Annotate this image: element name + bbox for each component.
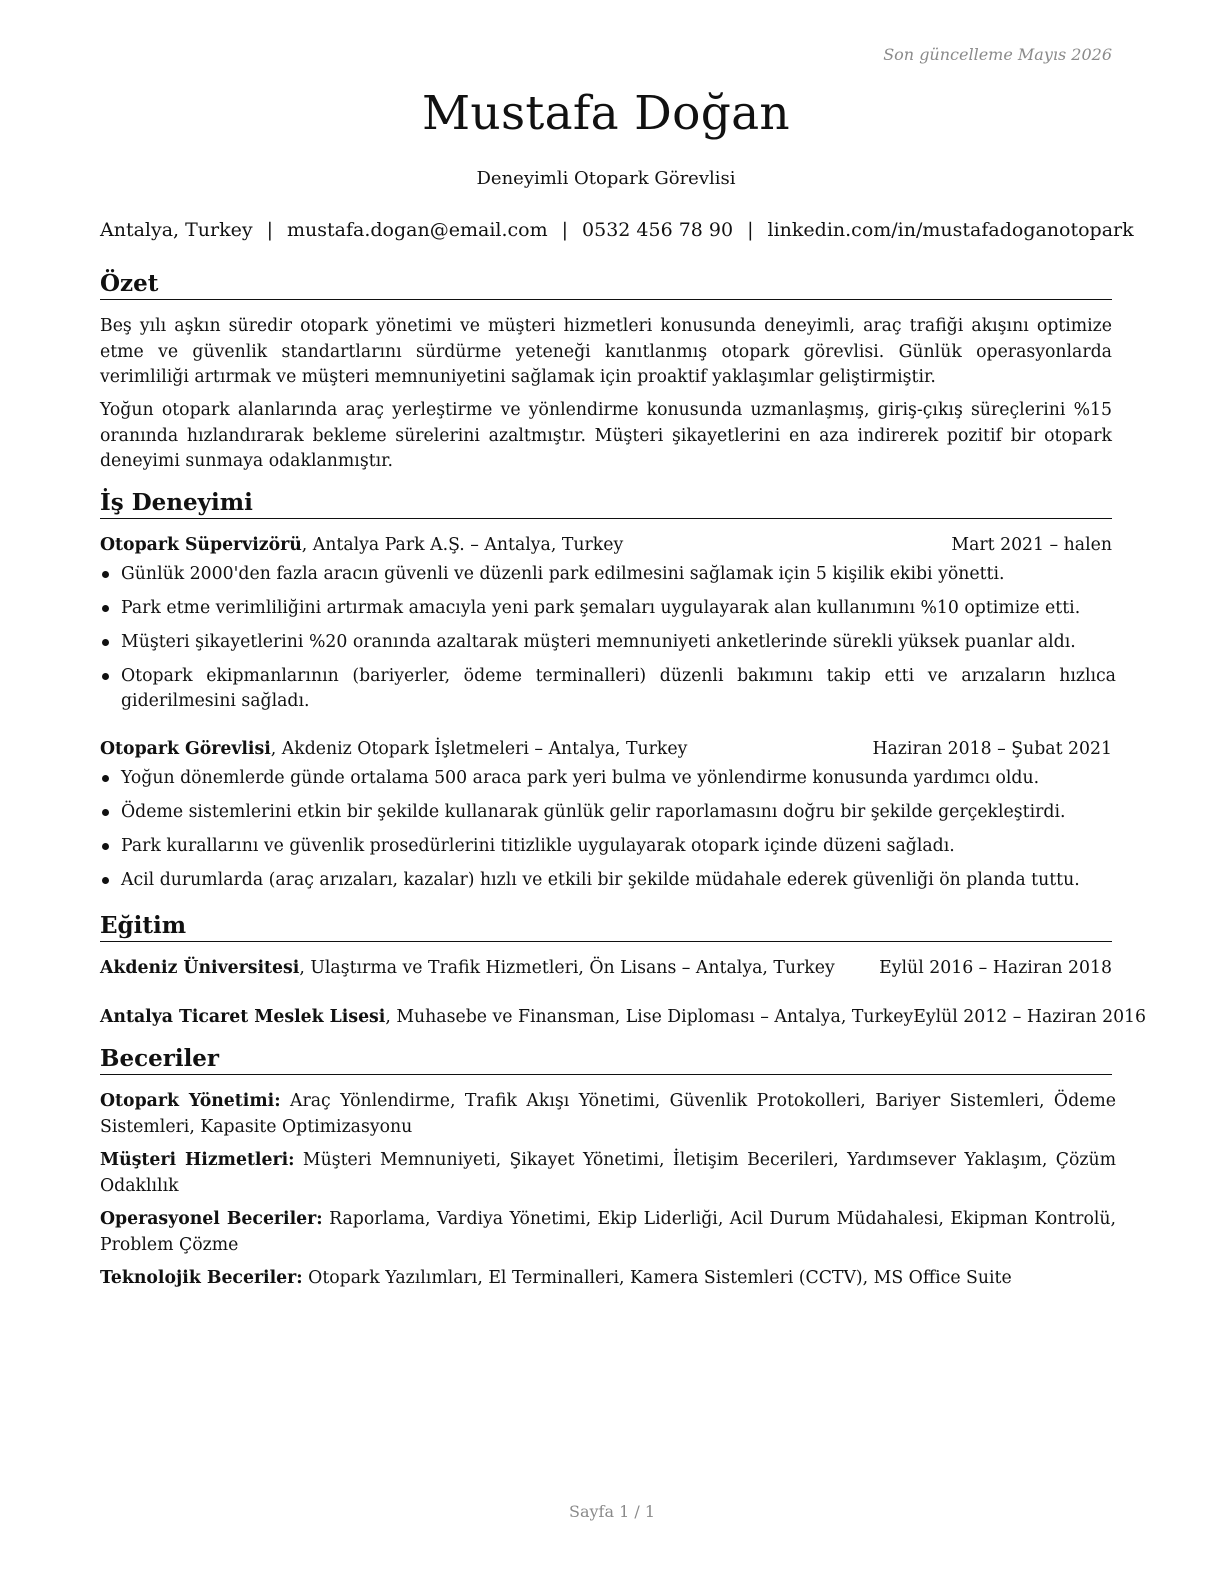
list-item (100, 766, 1116, 792)
job-dates: Mart 2021 – halen (951, 535, 1112, 555)
bullet-text: Park etme verimliliğini artırmak amacıyla yeni park şemaları uygulayarak alan kullanımını %10 optimize etti. (121, 597, 1081, 618)
candidate-name: Mustafa Doğan (421, 86, 791, 141)
candidate-title: Deneyimli Otopark Görevlisi (476, 168, 736, 189)
job-role: Otopark Görevlisi (100, 739, 271, 759)
skill-label: Operasyonel Beceriler: (100, 1209, 323, 1229)
contact-email[interactable]: mustafa.dogan@email.com (287, 219, 548, 241)
bullet-icon (102, 843, 109, 850)
experience-heading: İş Deneyimi (100, 489, 1112, 519)
skill-label: Müşteri Hizmetleri: (100, 1150, 295, 1170)
job-header (100, 533, 1112, 557)
bullet-icon (102, 639, 109, 646)
list-item (100, 834, 1116, 860)
contact-line (100, 219, 1134, 241)
skill-text: Müşteri Memnuniyeti, Şikayet Yönetimi, İletişim Becerileri, Yardımsever Yaklaşım, Çözüm Odaklılık (100, 1150, 1116, 1196)
bullet-text: Otopark ekipmanlarının (bariyerler, ödeme terminalleri) düzenli bakımını takip etti ve arızaların hızlıca giderilmesini sağladı. (121, 665, 1116, 712)
job-header (100, 737, 1112, 761)
education-dates: Eylül 2016 – Haziran 2018 (879, 958, 1112, 978)
contact-phone: 0532 456 78 90 (582, 219, 734, 241)
summary-paragraph-1: Beş yılı aşkın süredir otopark yönetimi ve müşteri hizmetleri konusunda deneyimli, araç trafiği akışını optimize etme ve güvenlik standartlarını sürdürme yeteneği kanıtlanmış otopark görevlisi. Günlük operasyonlarda verimliliği artırmak ve müşteri memnuniyetini sağlamak için proaktif yaklaşımlar geliştirmiştir. (100, 316, 1112, 387)
skill-group (100, 1266, 1116, 1292)
job-title-line (100, 533, 623, 557)
school-name: Antalya Ticaret Meslek Lisesi (100, 1007, 386, 1027)
skill-text: Otopark Yazılımları, El Terminalleri, Kamera Sistemleri (CCTV), MS Office Suite (302, 1268, 1012, 1288)
bullet-text: Acil durumlarda (araç arızaları, kazalar) hızlı ve etkili bir şekilde müdahale ederek güvenliği ön planda tuttu. (121, 869, 1080, 890)
contact-separator: | (266, 219, 274, 241)
bullet-icon (102, 809, 109, 816)
skill-group (100, 1148, 1116, 1199)
summary-heading: Özet (100, 270, 1112, 300)
job-title-line (100, 737, 687, 761)
bullet-text: Ödeme sistemlerini etkin bir şekilde kullanarak günlük gelir raporlamasını doğru bir şekilde gerçekleştirdi. (121, 801, 1066, 822)
bullet-icon (102, 571, 109, 578)
summary-paragraph-2: Yoğun otopark alanlarında araç yerleştirme ve yönlendirme konusunda uzmanlaşmış, giriş-çıkış süreçlerini %15 oranında hızlandırarak bekleme sürelerini azaltmıştır. Müşteri şikayetlerini en aza indirerek pozitif bir otopark deneyimi sunmaya odaklanmıştır. (100, 400, 1112, 471)
bullet-text: Yoğun dönemlerde günde ortalama 500 araca park yeri bulma ve yönlendirme konusunda yardımcı oldu. (121, 768, 1040, 788)
bullet-icon (102, 877, 109, 884)
contact-linkedin[interactable]: linkedin.com/in/mustafadoganotopark (767, 219, 1134, 241)
school-name: Akdeniz Üniversitesi (100, 958, 300, 978)
bullet-text: Günlük 2000'den fazla aracın güvenli ve düzenli park edilmesini sağlamak için 5 kişilik ekibi yönetti. (121, 564, 1005, 584)
skill-group (100, 1089, 1116, 1140)
job-dates: Haziran 2018 – Şubat 2021 (872, 739, 1112, 759)
bullet-icon (102, 605, 109, 612)
bullet-text: Müşteri şikayetlerini %20 oranında azaltarak müşteri memnuniyeti anketlerinde sürekli yüksek puanlar aldı. (121, 631, 1076, 652)
education-heading: Eğitim (100, 912, 1112, 942)
list-item (100, 800, 1116, 826)
education-details: , Ulaştırma ve Trafik Hizmetleri, Ön Lisans – Antalya, Turkey (299, 958, 835, 978)
last-updated-note: Son güncelleme Mayıs 2026 (883, 45, 1112, 64)
education-details: , Muhasebe ve Finansman, Lise Diploması – Antalya, Turkey (385, 1007, 914, 1027)
bullet-icon (102, 775, 109, 782)
skill-text: Raporlama, Vardiya Yönetimi, Ekip Liderliği, Acil Durum Müdahalesi, Ekipman Kontrolü, Problem Çözme (100, 1209, 1116, 1255)
list-item (100, 562, 1116, 588)
skill-label: Teknolojik Beceriler: (100, 1268, 303, 1288)
education-line (100, 1005, 913, 1029)
page-number: Sayfa 1 / 1 (568, 1502, 655, 1521)
skill-label: Otopark Yönetimi: (100, 1091, 281, 1111)
job-bullets (100, 766, 1116, 902)
job-company: , Akdeniz Otopark İşletmeleri – Antalya, Turkey (270, 739, 688, 759)
list-item (100, 596, 1116, 622)
contact-separator: | (747, 219, 754, 241)
education-item (100, 1005, 1147, 1029)
list-item (100, 868, 1116, 894)
education-dates: Eylül 2012 – Haziran 2016 (913, 1007, 1147, 1027)
job-bullets (100, 562, 1116, 723)
education-item (100, 956, 1112, 980)
contact-location: Antalya, Turkey (100, 219, 253, 241)
job-role: Otopark Süpervizörü (100, 535, 302, 555)
skill-text: Araç Yönlendirme, Trafik Akışı Yönetimi, Güvenlik Protokolleri, Bariyer Sistemleri, Ödeme Sistemleri, Kapasite Optimizasyonu (100, 1091, 1116, 1137)
contact-separator: | (561, 219, 569, 241)
list-item (100, 664, 1116, 715)
bullet-icon (102, 673, 109, 680)
skill-group (100, 1207, 1116, 1258)
list-item (100, 630, 1116, 656)
education-line (100, 956, 835, 980)
bullet-text: Park kurallarını ve güvenlik prosedürlerini titizlikle uygulayarak otopark içinde düzeni sağladı. (121, 835, 955, 856)
job-company: , Antalya Park A.Ş. – Antalya, Turkey (301, 535, 624, 555)
skills-heading: Beceriler (100, 1045, 1112, 1075)
